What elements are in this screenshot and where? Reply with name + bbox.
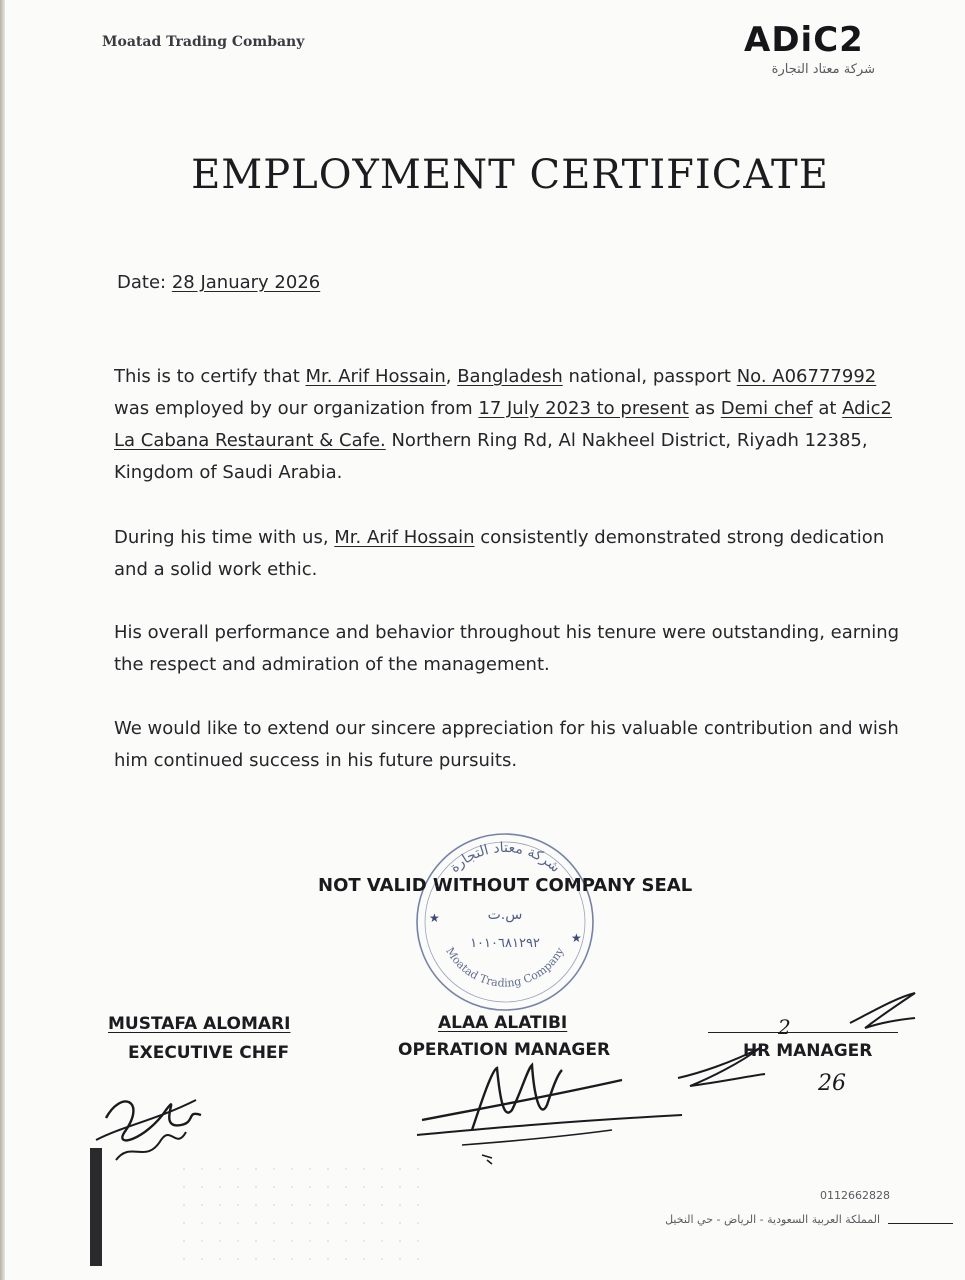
date-label: Date: — [117, 272, 167, 293]
seal-arabic-text: شركة معتاد التجارة — [446, 839, 564, 876]
employment-period: 17 July 2023 to present — [478, 398, 689, 419]
svg-text:شركة معتاد التجارة — [447, 840, 563, 876]
text-segment: national, passport — [562, 366, 737, 387]
date-line — [117, 272, 320, 293]
footer-rule — [888, 1223, 953, 1224]
text-segment: This is to certify that — [114, 366, 306, 387]
company-logo-arabic: شركة معتاد التجارة — [771, 62, 875, 77]
signatory-executive-chef-role: EXECUTIVE CHEF — [128, 1043, 290, 1063]
employee-name: Mr. Arif Hossain — [305, 366, 446, 387]
hr-handwritten-number: 26 — [818, 1071, 846, 1096]
paragraph-performance: His overall performance and behavior throughout his tenure were outstanding, earning the respect and admiration of the management. — [114, 622, 900, 675]
seal-cr-label: س.ت — [487, 907, 523, 923]
seal-star-icon: ★ — [429, 911, 440, 925]
text-segment: , — [445, 366, 458, 387]
passport-number: No. A06777992 — [736, 366, 877, 387]
footer-address: المملكة العربية السعودية - الرياض - حي النخيل — [665, 1213, 880, 1226]
faint-watermark-pattern — [175, 1160, 435, 1270]
hr-handwritten-mark: 2 — [778, 1015, 791, 1039]
seal-validity-notice: NOT VALID WITHOUT COMPANY SEAL — [318, 875, 693, 896]
signatory-operation-manager-role: OPERATION MANAGER — [398, 1040, 611, 1060]
text-segment: was employed by our organization from — [114, 398, 479, 419]
employee-name: Mr. Arif Hossain — [334, 527, 475, 548]
paragraph-appreciation: We would like to extend our sincere appreciation for his valuable contribution and wish him continued success in his future pursuits. — [114, 718, 899, 771]
signatory-hr-manager-role: HR MANAGER — [743, 1041, 873, 1061]
company-name: Moatad Trading Combany — [102, 34, 305, 50]
company-seal-stamp — [405, 827, 605, 1017]
operation-manager-signature — [412, 1060, 692, 1170]
text-segment: at — [812, 398, 843, 419]
seal-star-icon: ★ — [571, 931, 582, 945]
date-value: 28 January 2026 — [171, 272, 321, 293]
paragraph-certification — [114, 361, 914, 489]
text-segment: During his time with us, — [114, 527, 335, 548]
employer-name: Adic2 La Cabana Restaurant & Cafe. — [114, 398, 892, 451]
document-title: EMPLOYMENT CERTIFICATE — [191, 152, 829, 198]
seal-cr-number: ١٠١٠٦٨١٢٩٢ — [470, 936, 540, 951]
employee-nationality: Bangladesh — [457, 366, 563, 387]
employer-address: Northern Ring Rd, Al Nakheel District, Riyadh 12385, Kingdom of Saudi Arabia. — [114, 430, 868, 483]
company-subline — [100, 58, 310, 68]
svg-text:Moatad Trading Company — [443, 945, 567, 990]
text-segment: consistently demonstrated strong dedication and a solid work ethic. — [114, 527, 885, 580]
company-logo: ADiC2 — [744, 20, 864, 60]
signatory-operation-manager-name: ALAA ALATIBI — [438, 1013, 568, 1033]
signatory-executive-chef-name: MUSTAFA ALOMARI — [108, 1014, 291, 1034]
paragraph-dedication — [114, 522, 914, 586]
employee-position: Demi chef — [720, 398, 813, 419]
footer-phone: 0112662828 — [820, 1189, 890, 1202]
text-segment: as — [688, 398, 721, 419]
seal-latin-text: Moatad Trading Company — [443, 945, 567, 990]
hr-manager-signature — [670, 978, 940, 1098]
